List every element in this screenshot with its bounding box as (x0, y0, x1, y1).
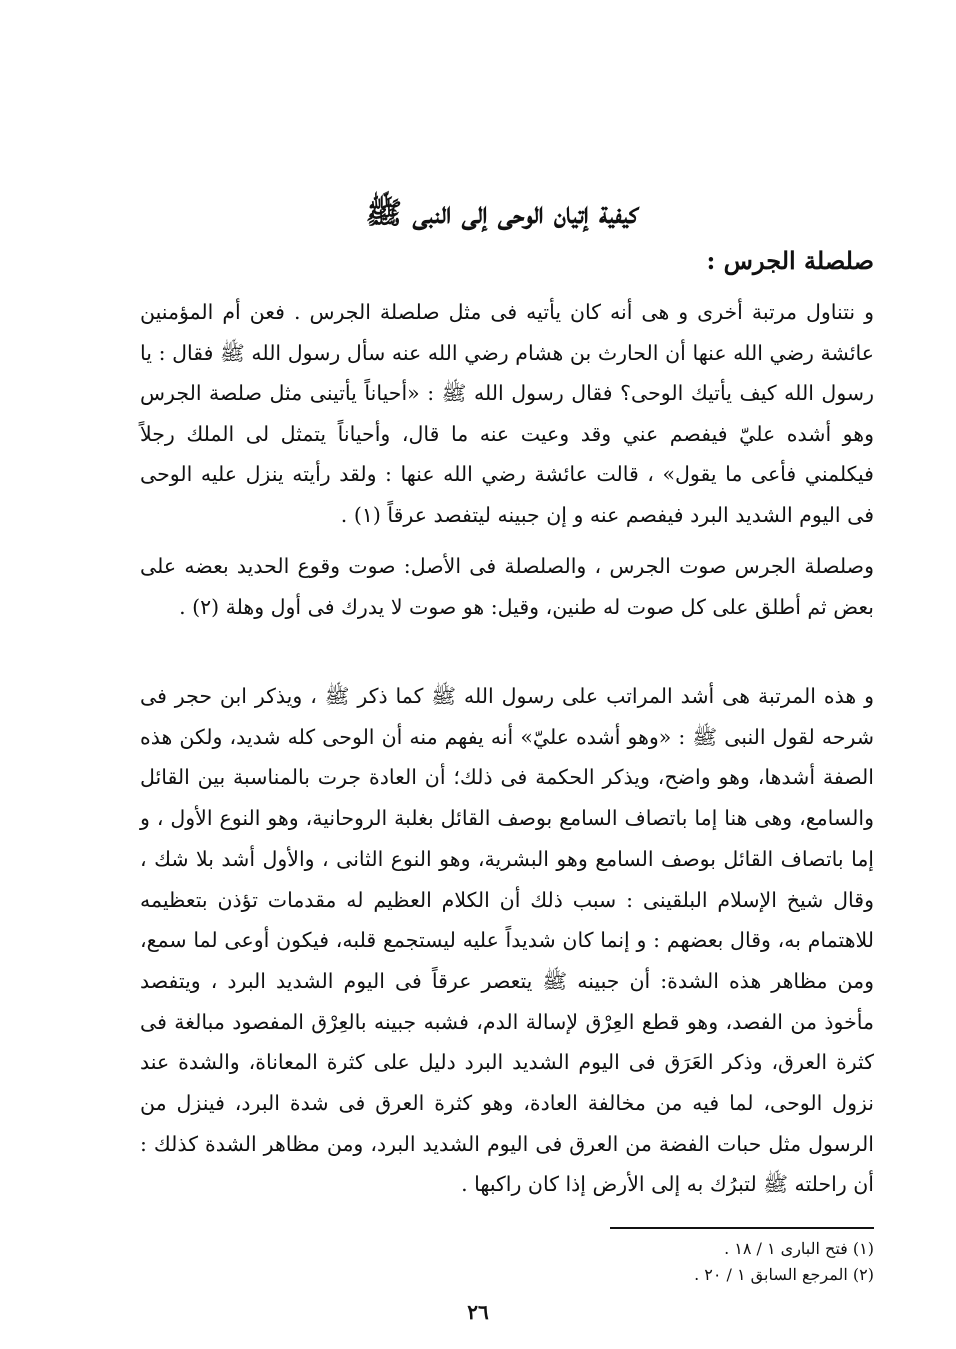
page-title: كيفية إتيان الوحى إلى النبى ﷺ (365, 196, 639, 231)
page-number: ٢٦ (467, 1300, 489, 1324)
section-heading: صلصلة الجرس : (706, 246, 874, 275)
paragraph-1: و نتناول مرتبة أخرى و هى أنه كان يأتيه فى مثل صلصلة الجرس . فعن أم المؤمنين عائشة رضي الله عنها أن الحارث بن هشام رضي الله عنه سأل رسول الله ﷺ فقال : يا رسول الله كيف يأتيك الوحى؟ فقال رسول الله ﷺ : «أحياناً يأتينى مثل صلصة الجرس وهو أشده عليّ فيفصم عني وقد وعيت عنه ما قال، وأحياناً يتمثل لى الملك رجلاً فيكلمني فأعى ما يقول» ، قالت عائشة رضي الله عنها : ولقد رأيته ينزل عليه الوحى فى اليوم الشديد البرد فيفصم عنه و إن جبينه ليتفصد عرقاً (١) . (140, 300, 875, 527)
footnote-divider (610, 1227, 874, 1229)
paragraph-2: وصلصلة الجرس صوت الجرس ، والصلصلة فى الأصل: صوت وقوع الحديد بعضه على بعض ثم أطلق على كل صوت له طنين، وقيل: هو صوت لا يدرك فى أول وهلة (٢) . (140, 554, 874, 619)
footnotes (474, 1236, 874, 1288)
paragraph-3: و هذه المرتبة هى أشد المراتب على رسول الله ﷺ كما ذكر ﷺ ، ويذكر ابن حجر فى شرحه لقول النبى ﷺ : «وهو أشده عليّ» أنه يفهم منه أن الوحى كله شديد، ولكن هذه الصفة أشدها، وهو واضح، ويذكر الحكمة فى ذلك؛ أن العادة جرت بالمناسبة بين القائل والسامع، وهى هنا إما باتصاف السامع بوصف القائل بغلبة الروحانية، وهو النوع الأول ، و إما باتصاف القائل بوصف السامع وهو البشرية، وهو النوع الثانى ، والأول أشد بلا شك ، وقال شيخ الإسلام البلقينى : سبب ذلك أن الكلام العظيم له مقدمات تؤذن بتعظيمه للاهتمام به، وقال بعضهم : و إنما كان شديداً عليه ليستجمع قلبه، فيكون أوعى لما سمع، ومن مظاهر هذه الشدة: أن جبينه ﷺ يتعصر عرقاً فى اليوم الشديد البرد ، ويتفصد مأخوذ من الفصد، وهو قطع العِرْق لإسالة الدم، فشبه جبينه بالعِرْق المفصود مبالغة فى كثرة العرق، وذكر العَرَق فى اليوم الشديد البرد دليل على كثرة المعاناة، والشدة عند نزول الوحى، لما فيه من مخالفة العادة، وهو كثرة العرق فى شدة البرد، فينزل من الرسول مثل حبات الفضة من العرق فى اليوم الشديد البرد، ومن مظاهر الشدة كذلك : أن راحلته ﷺ لتبرُك به إلى الأرض إذا كان راكبها . (140, 684, 874, 1197)
footnote-1: (١) فتح البارى ١ / ١٨ . (724, 1239, 874, 1258)
footnote-2: (٢) المرجع السابق ١ / ٢٠ . (694, 1265, 874, 1284)
